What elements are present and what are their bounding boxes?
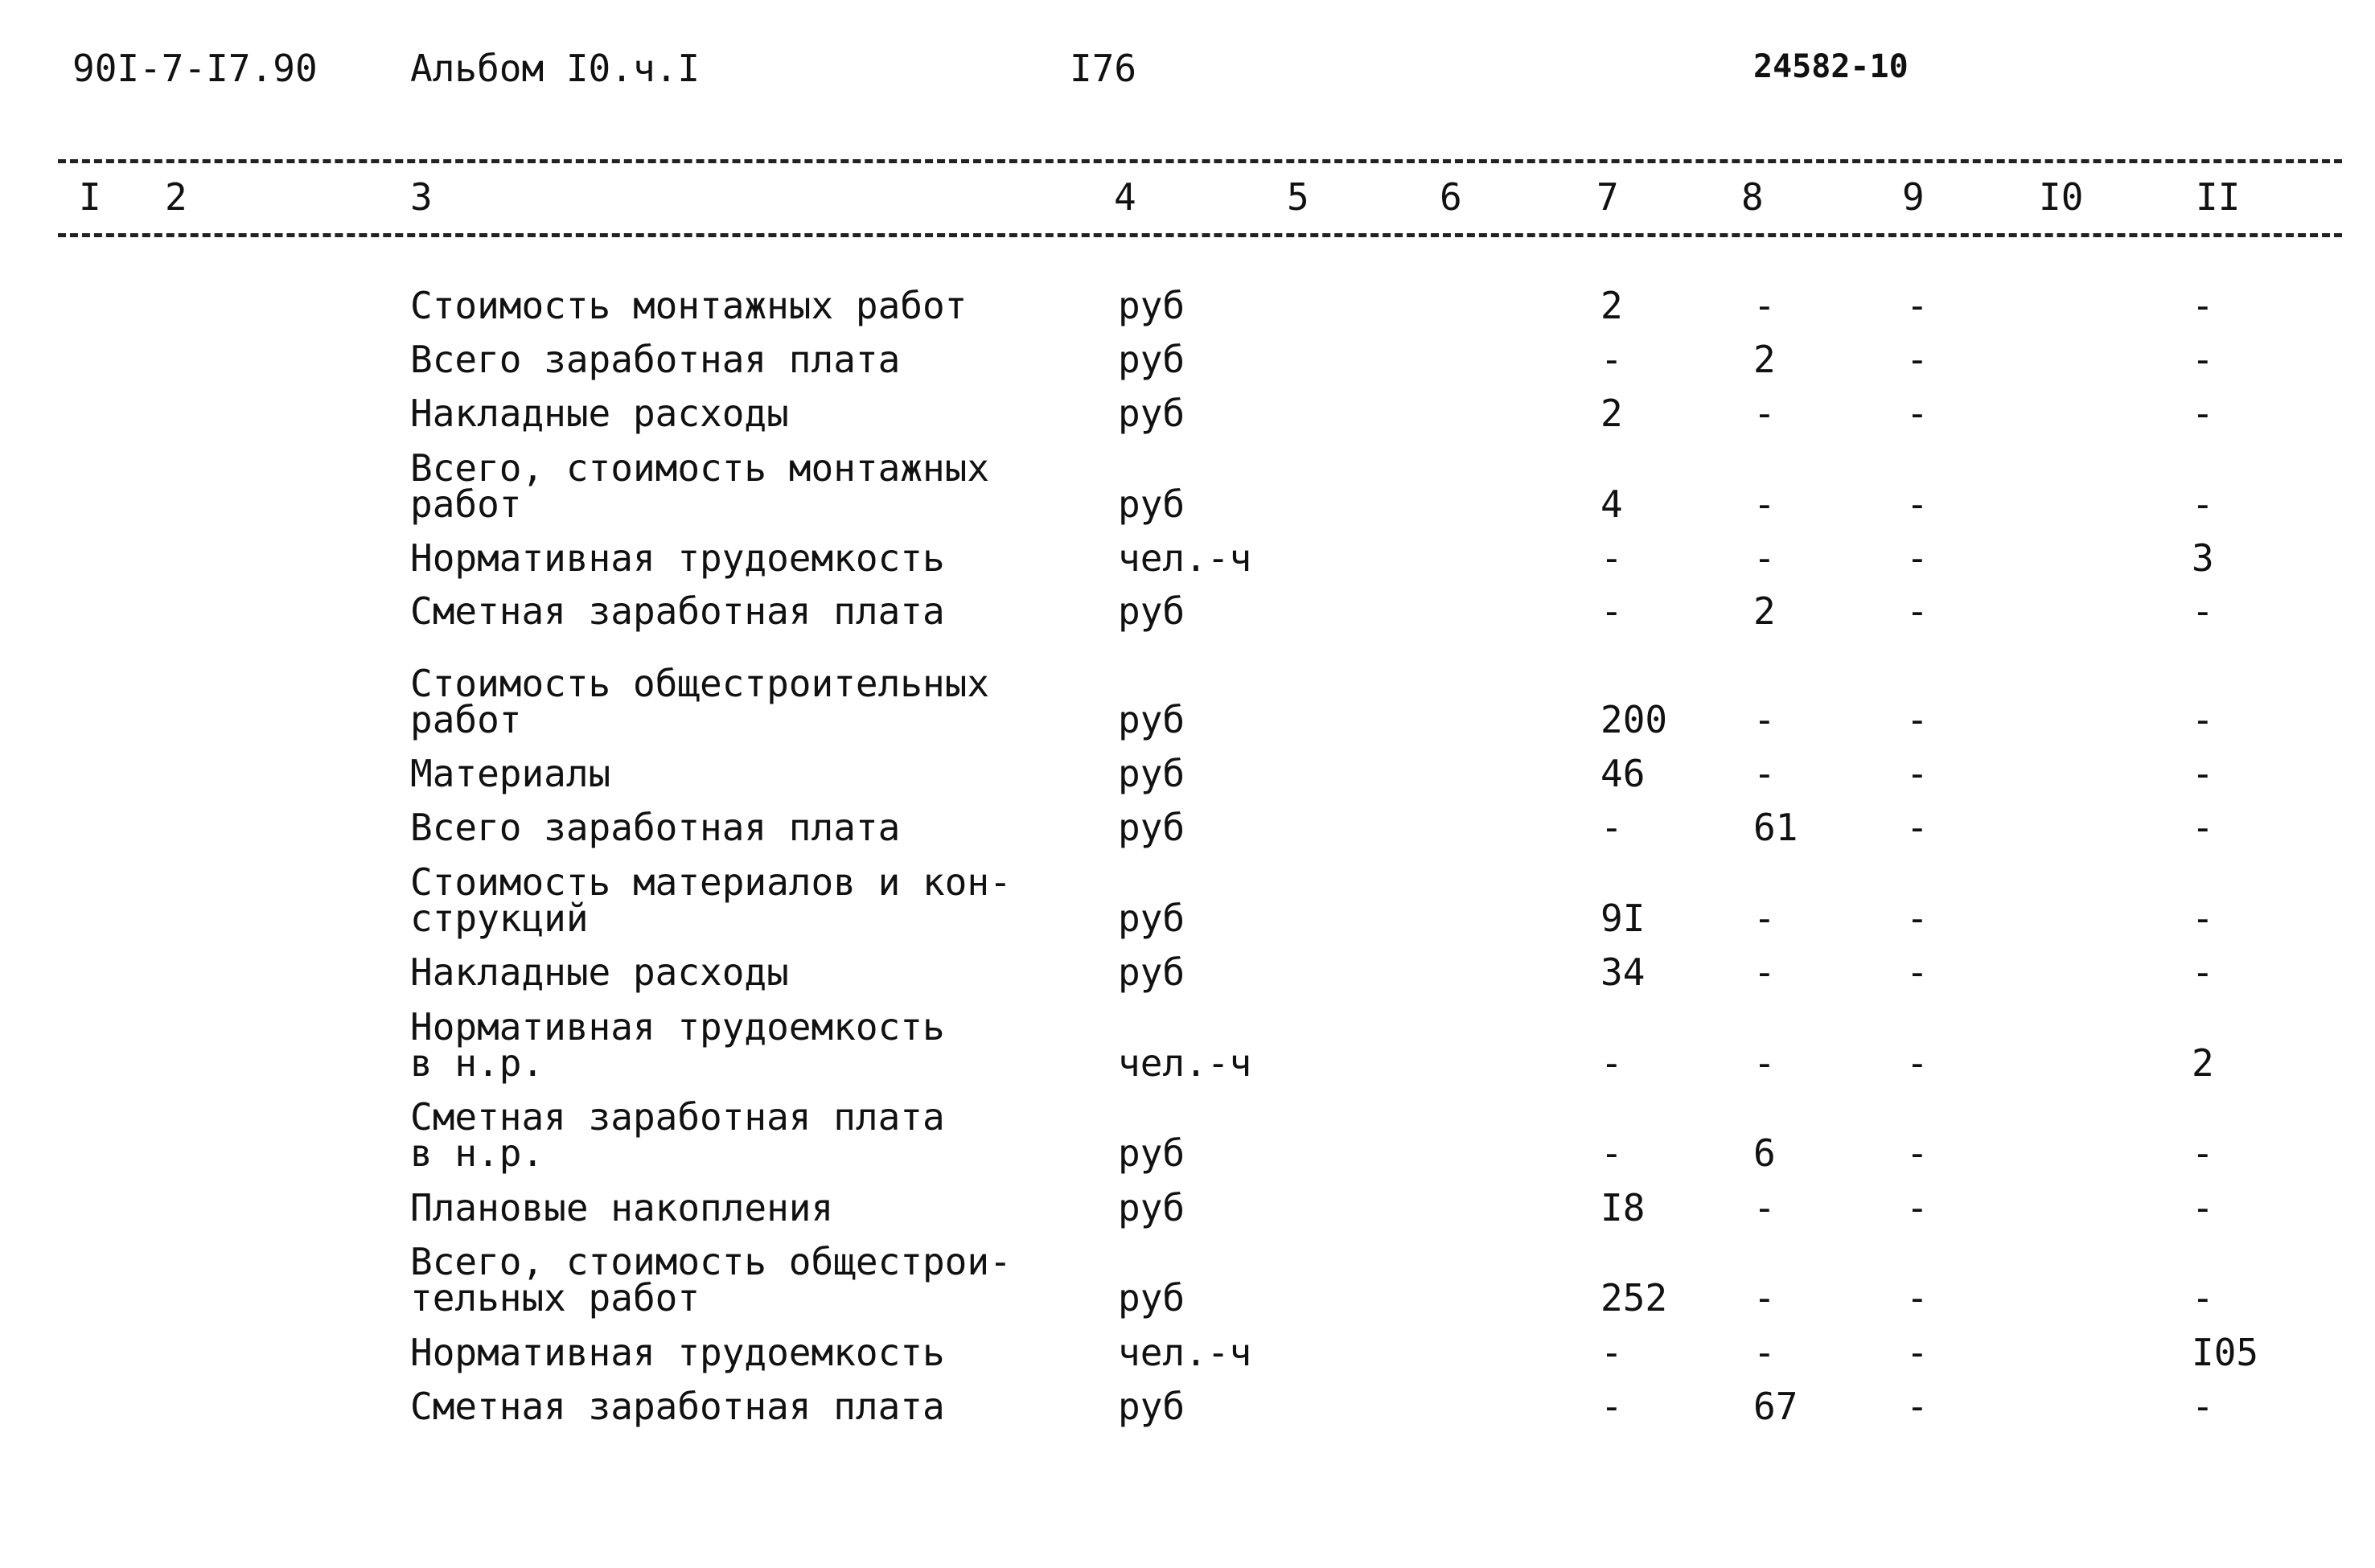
- column-number: 4: [1114, 175, 1136, 219]
- col7-cell: 252: [1600, 1276, 1668, 1320]
- col8-cell: -: [1753, 698, 1776, 741]
- unit-cell: руб: [1118, 1131, 1185, 1175]
- unit-cell: руб: [1118, 1276, 1185, 1320]
- row-name: Всего, стоимость монтажных работ: [410, 446, 990, 526]
- row-name: Стоимость монтажных работ: [410, 284, 968, 327]
- unit-cell: руб: [1118, 1186, 1185, 1229]
- unit-cell: руб: [1118, 589, 1185, 633]
- col8-cell: 67: [1753, 1385, 1798, 1428]
- col9-cell: -: [1906, 950, 1929, 994]
- col11-cell: -: [2192, 1131, 2214, 1175]
- col7-cell: -: [1600, 1331, 1623, 1374]
- col9-cell: -: [1906, 752, 1929, 795]
- row-name: Сметная заработная плата: [410, 1385, 945, 1428]
- col11-cell: -: [2192, 1186, 2214, 1229]
- column-number: 3: [410, 175, 433, 219]
- unit-cell: чел.-ч: [1118, 536, 1252, 580]
- unit-cell: чел.-ч: [1118, 1331, 1252, 1374]
- col11-cell: -: [2192, 752, 2214, 795]
- col8-cell: -: [1753, 536, 1776, 580]
- row-name: Накладные расходы: [410, 392, 789, 435]
- col9-cell: -: [1906, 338, 1929, 381]
- col7-cell: 2: [1600, 284, 1623, 327]
- col11-cell: 3: [2192, 536, 2214, 580]
- col11-cell: -: [2192, 284, 2214, 327]
- col7-cell: I8: [1600, 1186, 1646, 1229]
- col9-cell: -: [1906, 897, 1929, 940]
- col8-cell: -: [1753, 1186, 1776, 1229]
- col9-cell: -: [1906, 1041, 1929, 1085]
- unit-cell: руб: [1118, 1385, 1185, 1428]
- col7-cell: 9I: [1600, 897, 1646, 940]
- col8-cell: -: [1753, 950, 1776, 994]
- col7-cell: 34: [1600, 950, 1646, 994]
- column-number: 9: [1902, 175, 1925, 219]
- column-number: II: [2196, 175, 2241, 219]
- header-rule-top: [58, 159, 2342, 163]
- column-number: 7: [1596, 175, 1619, 219]
- column-number: 6: [1440, 175, 1462, 219]
- col11-cell: 2: [2192, 1041, 2214, 1085]
- column-number: 2: [165, 175, 187, 219]
- document-designation: 90I-7-I7.90: [72, 47, 318, 90]
- unit-cell: руб: [1118, 897, 1185, 940]
- col11-cell: -: [2192, 589, 2214, 633]
- col11-cell: -: [2192, 698, 2214, 741]
- col7-cell: 4: [1600, 482, 1623, 526]
- row-name: Всего заработная плата: [410, 338, 901, 381]
- column-number: 8: [1741, 175, 1764, 219]
- col11-cell: -: [2192, 392, 2214, 435]
- unit-cell: руб: [1118, 392, 1185, 435]
- unit-cell: руб: [1118, 950, 1185, 994]
- unit-cell: руб: [1118, 482, 1185, 526]
- row-name: Стоимость общестроительных работ: [410, 662, 990, 741]
- album-label: Альбом I0.ч.I: [410, 47, 701, 90]
- row-name: Нормативная трудоемкость: [410, 536, 945, 580]
- unit-cell: руб: [1118, 338, 1185, 381]
- row-name: Сметная заработная плата в н.р.: [410, 1095, 945, 1175]
- col9-cell: -: [1906, 1385, 1929, 1428]
- row-name: Стоимость материалов и кон- струкций: [410, 860, 1012, 940]
- col8-cell: -: [1753, 752, 1776, 795]
- row-name: Накладные расходы: [410, 950, 789, 994]
- col9-cell: -: [1906, 392, 1929, 435]
- col7-cell: -: [1600, 1041, 1623, 1085]
- header-rule-bottom: [58, 233, 2342, 237]
- row-name: Всего, стоимость общестрои- тельных работ: [410, 1240, 1012, 1320]
- col9-cell: -: [1906, 1276, 1929, 1320]
- col11-cell: -: [2192, 806, 2214, 849]
- col9-cell: -: [1906, 536, 1929, 580]
- col7-cell: 46: [1600, 752, 1646, 795]
- col11-cell: -: [2192, 1385, 2214, 1428]
- col9-cell: -: [1906, 482, 1929, 526]
- col7-cell: -: [1600, 536, 1623, 580]
- column-number-row: [0, 175, 2375, 224]
- col7-cell: -: [1600, 1131, 1623, 1175]
- inventory-number: 24582-10: [1753, 48, 1909, 85]
- row-name: Нормативная трудоемкость в н.р.: [410, 1005, 945, 1085]
- page-number: I76: [1070, 47, 1137, 90]
- col11-cell: -: [2192, 897, 2214, 940]
- col8-cell: 61: [1753, 806, 1798, 849]
- column-number: I: [79, 175, 101, 219]
- col8-cell: -: [1753, 1276, 1776, 1320]
- col8-cell: -: [1753, 482, 1776, 526]
- column-number: 5: [1287, 175, 1309, 219]
- col7-cell: 2: [1600, 392, 1623, 435]
- col7-cell: -: [1600, 589, 1623, 633]
- unit-cell: руб: [1118, 806, 1185, 849]
- col8-cell: -: [1753, 284, 1776, 327]
- col8-cell: -: [1753, 1331, 1776, 1374]
- col7-cell: -: [1600, 806, 1623, 849]
- col11-cell: -: [2192, 338, 2214, 381]
- col8-cell: -: [1753, 897, 1776, 940]
- unit-cell: руб: [1118, 284, 1185, 327]
- unit-cell: чел.-ч: [1118, 1041, 1252, 1085]
- col9-cell: -: [1906, 1131, 1929, 1175]
- row-name: Сметная заработная плата: [410, 589, 945, 633]
- col9-cell: -: [1906, 589, 1929, 633]
- col7-cell: -: [1600, 338, 1623, 381]
- col8-cell: 6: [1753, 1131, 1776, 1175]
- col9-cell: -: [1906, 284, 1929, 327]
- col8-cell: -: [1753, 1041, 1776, 1085]
- unit-cell: руб: [1118, 752, 1185, 795]
- row-name: Нормативная трудоемкость: [410, 1331, 945, 1374]
- col9-cell: -: [1906, 698, 1929, 741]
- col9-cell: -: [1906, 1186, 1929, 1229]
- row-name: Плановые накопления: [410, 1186, 834, 1229]
- col8-cell: -: [1753, 392, 1776, 435]
- unit-cell: руб: [1118, 698, 1185, 741]
- col9-cell: -: [1906, 1331, 1929, 1374]
- col7-cell: -: [1600, 1385, 1623, 1428]
- col8-cell: 2: [1753, 338, 1776, 381]
- col11-cell: I05: [2192, 1331, 2259, 1374]
- col11-cell: -: [2192, 482, 2214, 526]
- row-name: Материалы: [410, 752, 611, 795]
- column-number: I0: [2039, 175, 2084, 219]
- col11-cell: -: [2192, 950, 2214, 994]
- col8-cell: 2: [1753, 589, 1776, 633]
- col7-cell: 200: [1600, 698, 1668, 741]
- col9-cell: -: [1906, 806, 1929, 849]
- col11-cell: -: [2192, 1276, 2214, 1320]
- row-name: Всего заработная плата: [410, 806, 901, 849]
